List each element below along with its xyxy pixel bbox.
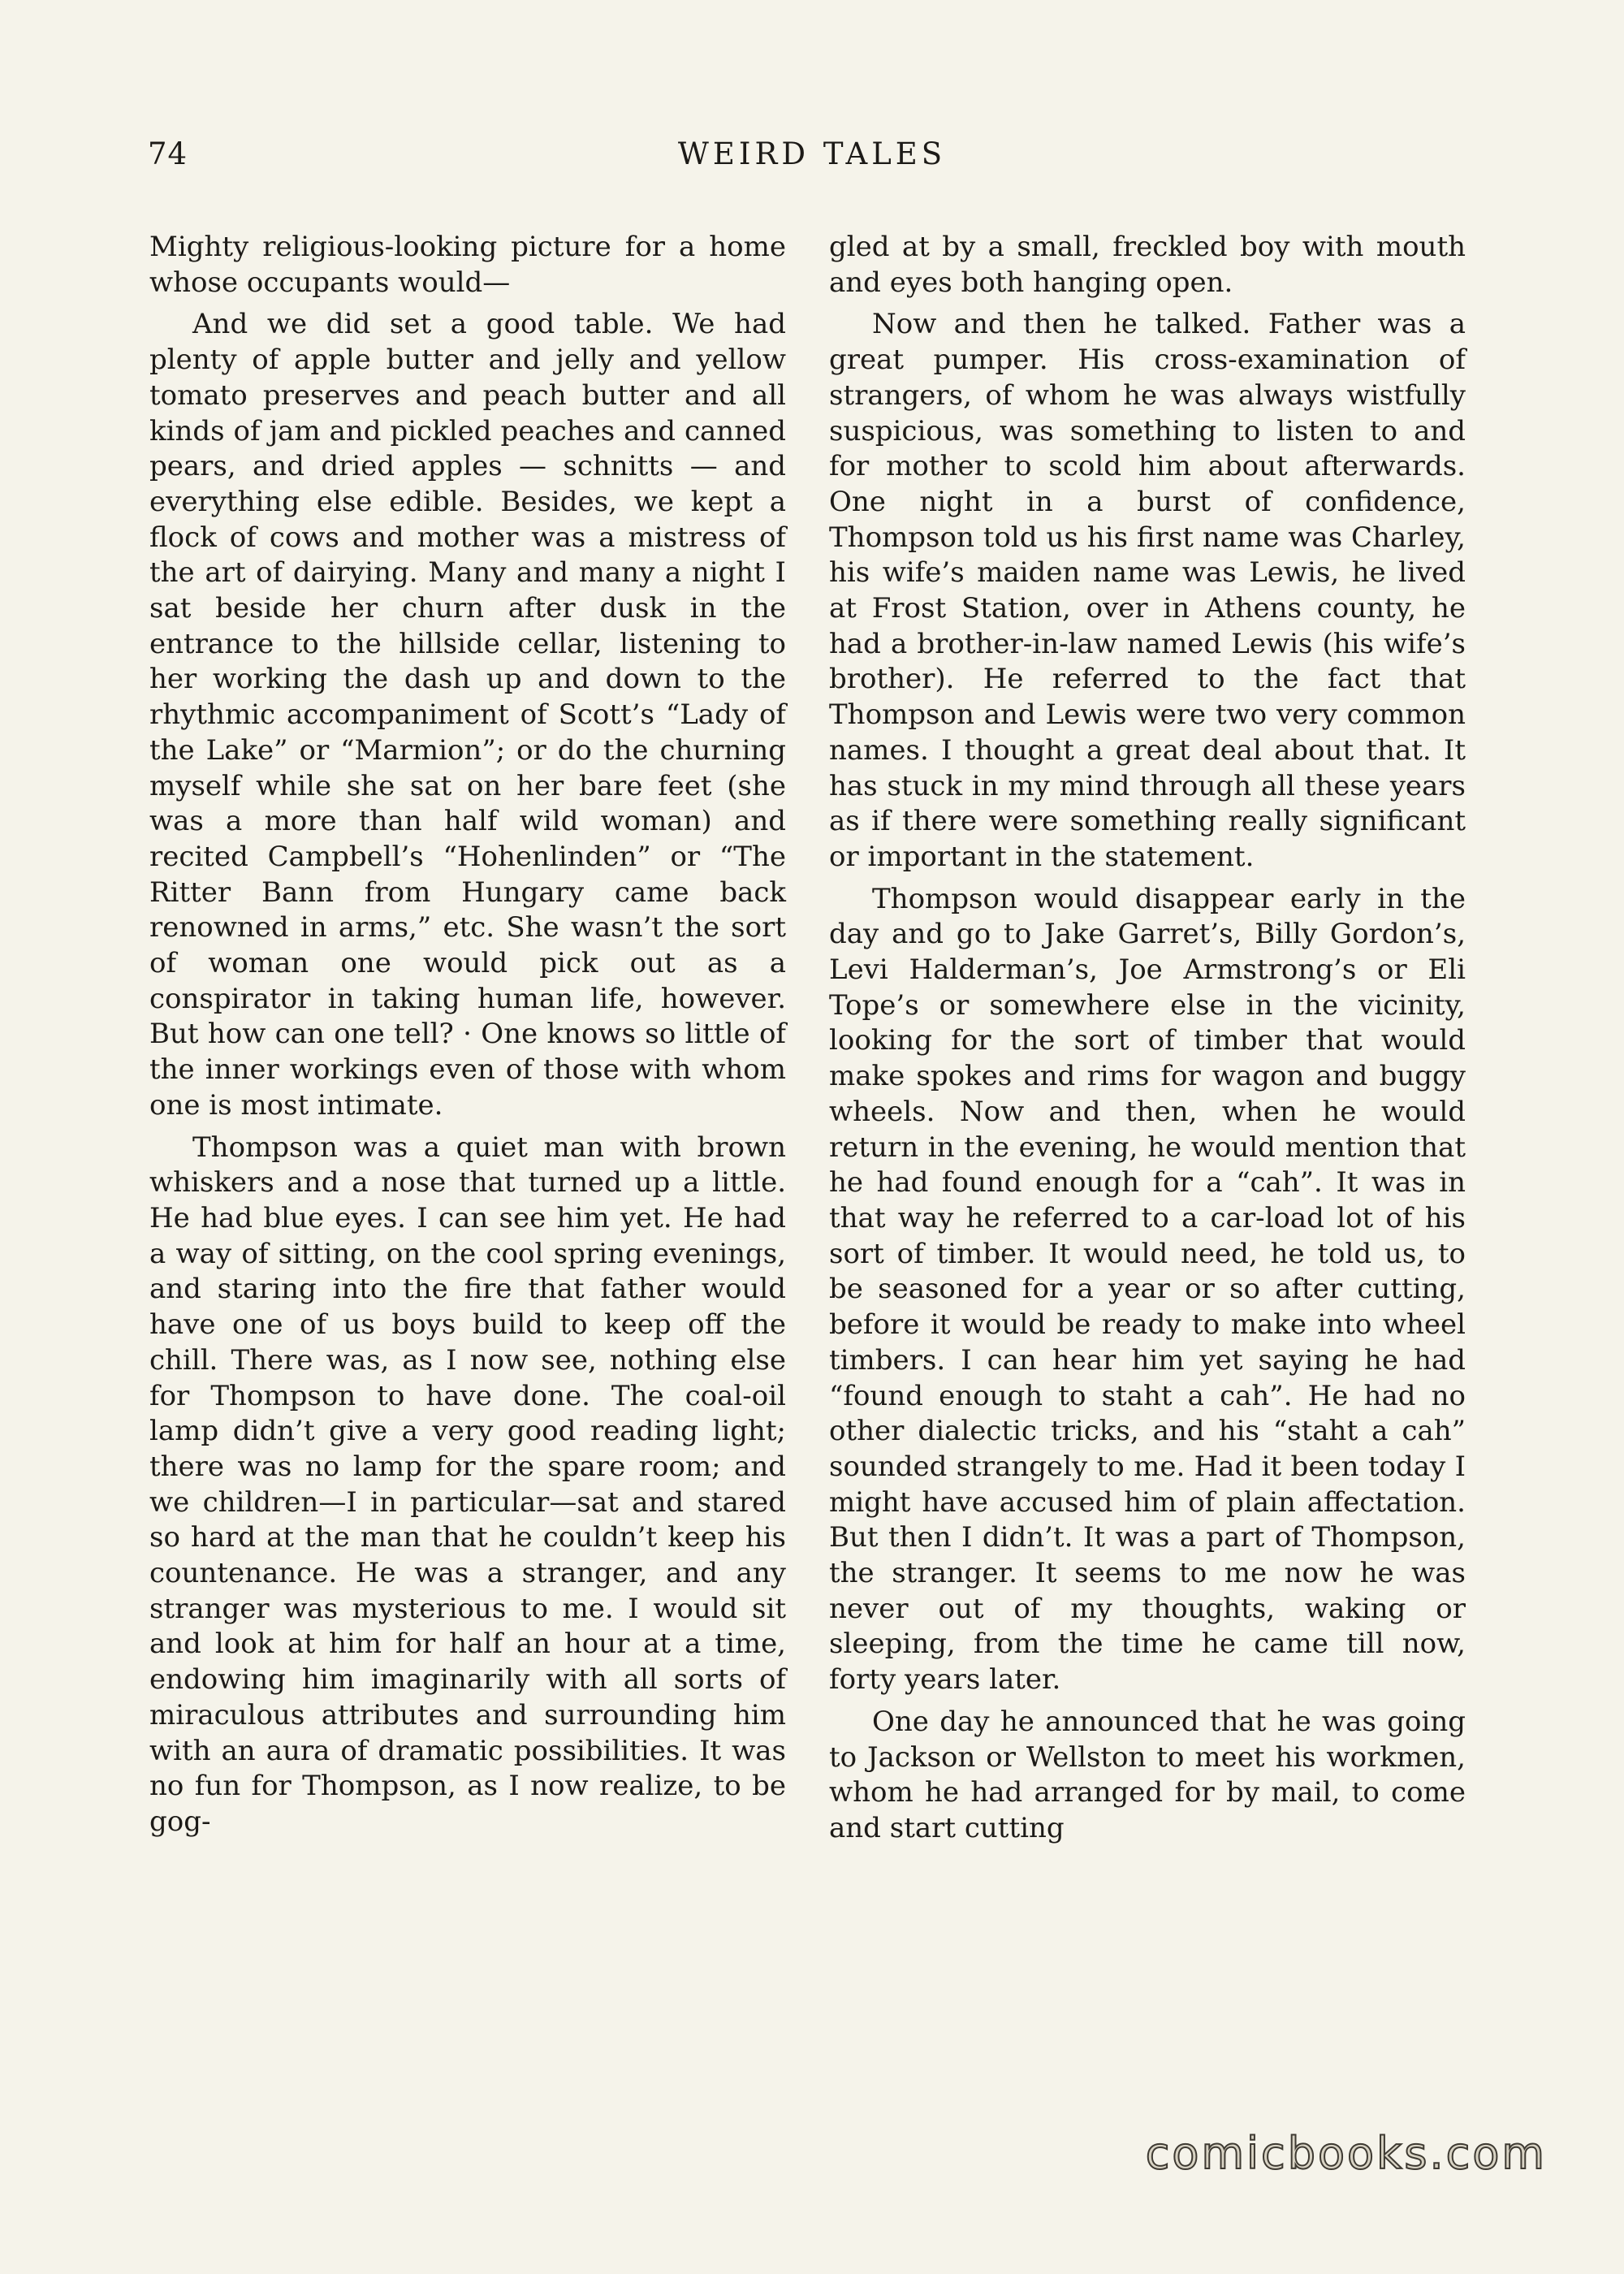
left-column [149, 230, 786, 1847]
paragraph: Now and then he talked. Father was a great pumper. His cross-examination of strangers, of whom he was always wistfully suspicious, was something to listen to and for mother to scold him about afterwards. One night in a burst of confidence, Thompson told us his first name was Charley, his wife’s maiden name was Lewis, he lived at Frost Station, over in Athens county, he had a brother-in-law named Lewis (his wife’s brother). He referred to the fact that Thompson and Lewis were two very common names. I thought a great deal about that. It has stuck in my mind through all these years as if there were something really significant or important in the statement. [829, 308, 1466, 873]
right-column [829, 230, 1466, 1853]
paragraph: Thompson would disappear early in the day and go to Jake Garret’s, Billy Gordon’s, Levi Halderman’s, Joe Armstrong’s or Eli Tope’s or somewhere else in the vicinity, looking for the sort of timber that would make spokes and rims for wagon and buggy wheels. Now and then, when he would return in the evening, he would mention that he had found enough for a “cah”. It was in that way he referred to a car-load lot of his sort of timber. It would need, he told us, to be seasoned for a year or so after cutting, before it would be ready to make into wheel timbers. I can hear him yet saying he had “found enough to staht a cah”. He had no other dialectic tricks, and his “staht a cah” sounded strangely to me. Had it been today I might have accused him of plain affectation. But then I didn’t. It was a part of Thompson, the stranger. It seems to me now he was never out of my thoughts, waking or sleeping, from the time he came till now, forty years later. [829, 882, 1466, 1697]
paragraph: One day he announced that he was going to Jackson or Wellston to meet his workmen, whom he had arranged for by mail, to come and start cutting [829, 1705, 1466, 1844]
paragraph: And we did set a good table. We had plenty of apple butter and jelly and yellow tomato preserves and peach butter and all kinds of jam and pickled peaches and canned pears, and dried apples — schnitts — and everything else edible. Besides, we kept a flock of cows and mother was a mistress of the art of dairying. Many and many a night I sat beside her churn after dusk in the entrance to the hillside cellar, listening to her working the dash up and down to the rhythmic accompaniment of Scott’s “Lady of the Lake” or “Marmion”; or do the churning myself while she sat on her bare feet (she was a more than half wild woman) and recited Campbell’s “Hohenlinden” or “The Ritter Bann from Hungary came back renowned in arms,” etc. She wasn’t the sort of woman one would pick out as a conspirator in taking human life, however. But how can one tell? · One knows so little of the inner workings even of those with whom one is most intimate. [149, 308, 786, 1122]
paragraph: gled at by a small, freckled boy with mouth and eyes both hanging open. [829, 231, 1466, 299]
paragraph: Thompson was a quiet man with brown whiskers and a nose that turned up a little. He had blue eyes. I can see him yet. He had a way of sitting, on the cool spring evenings, and staring into the fire that father would have one of us boys build to keep off the chill. There was, as I now see, nothing else for Thompson to have done. The coal-oil lamp didn’t give a very good reading light; there was no lamp for the spare room; and we children—I in particular—sat and stared so hard at the man that he couldn’t keep his countenance. He was a stranger, and any stranger was mysterious to me. I would sit and look at him for half an hour at a time, endowing him imaginarily with all sorts of miraculous attributes and surrounding him with an aura of dramatic possibilities. It was no fun for Thompson, as I now realize, to be gog- [149, 1131, 786, 1838]
paragraph: Mighty religious-looking picture for a home whose occupants would— [149, 231, 786, 299]
page-number: 74 [148, 136, 188, 171]
watermark: comicbooks.com [1145, 2128, 1547, 2179]
running-head: WEIRD TALES [677, 136, 947, 171]
